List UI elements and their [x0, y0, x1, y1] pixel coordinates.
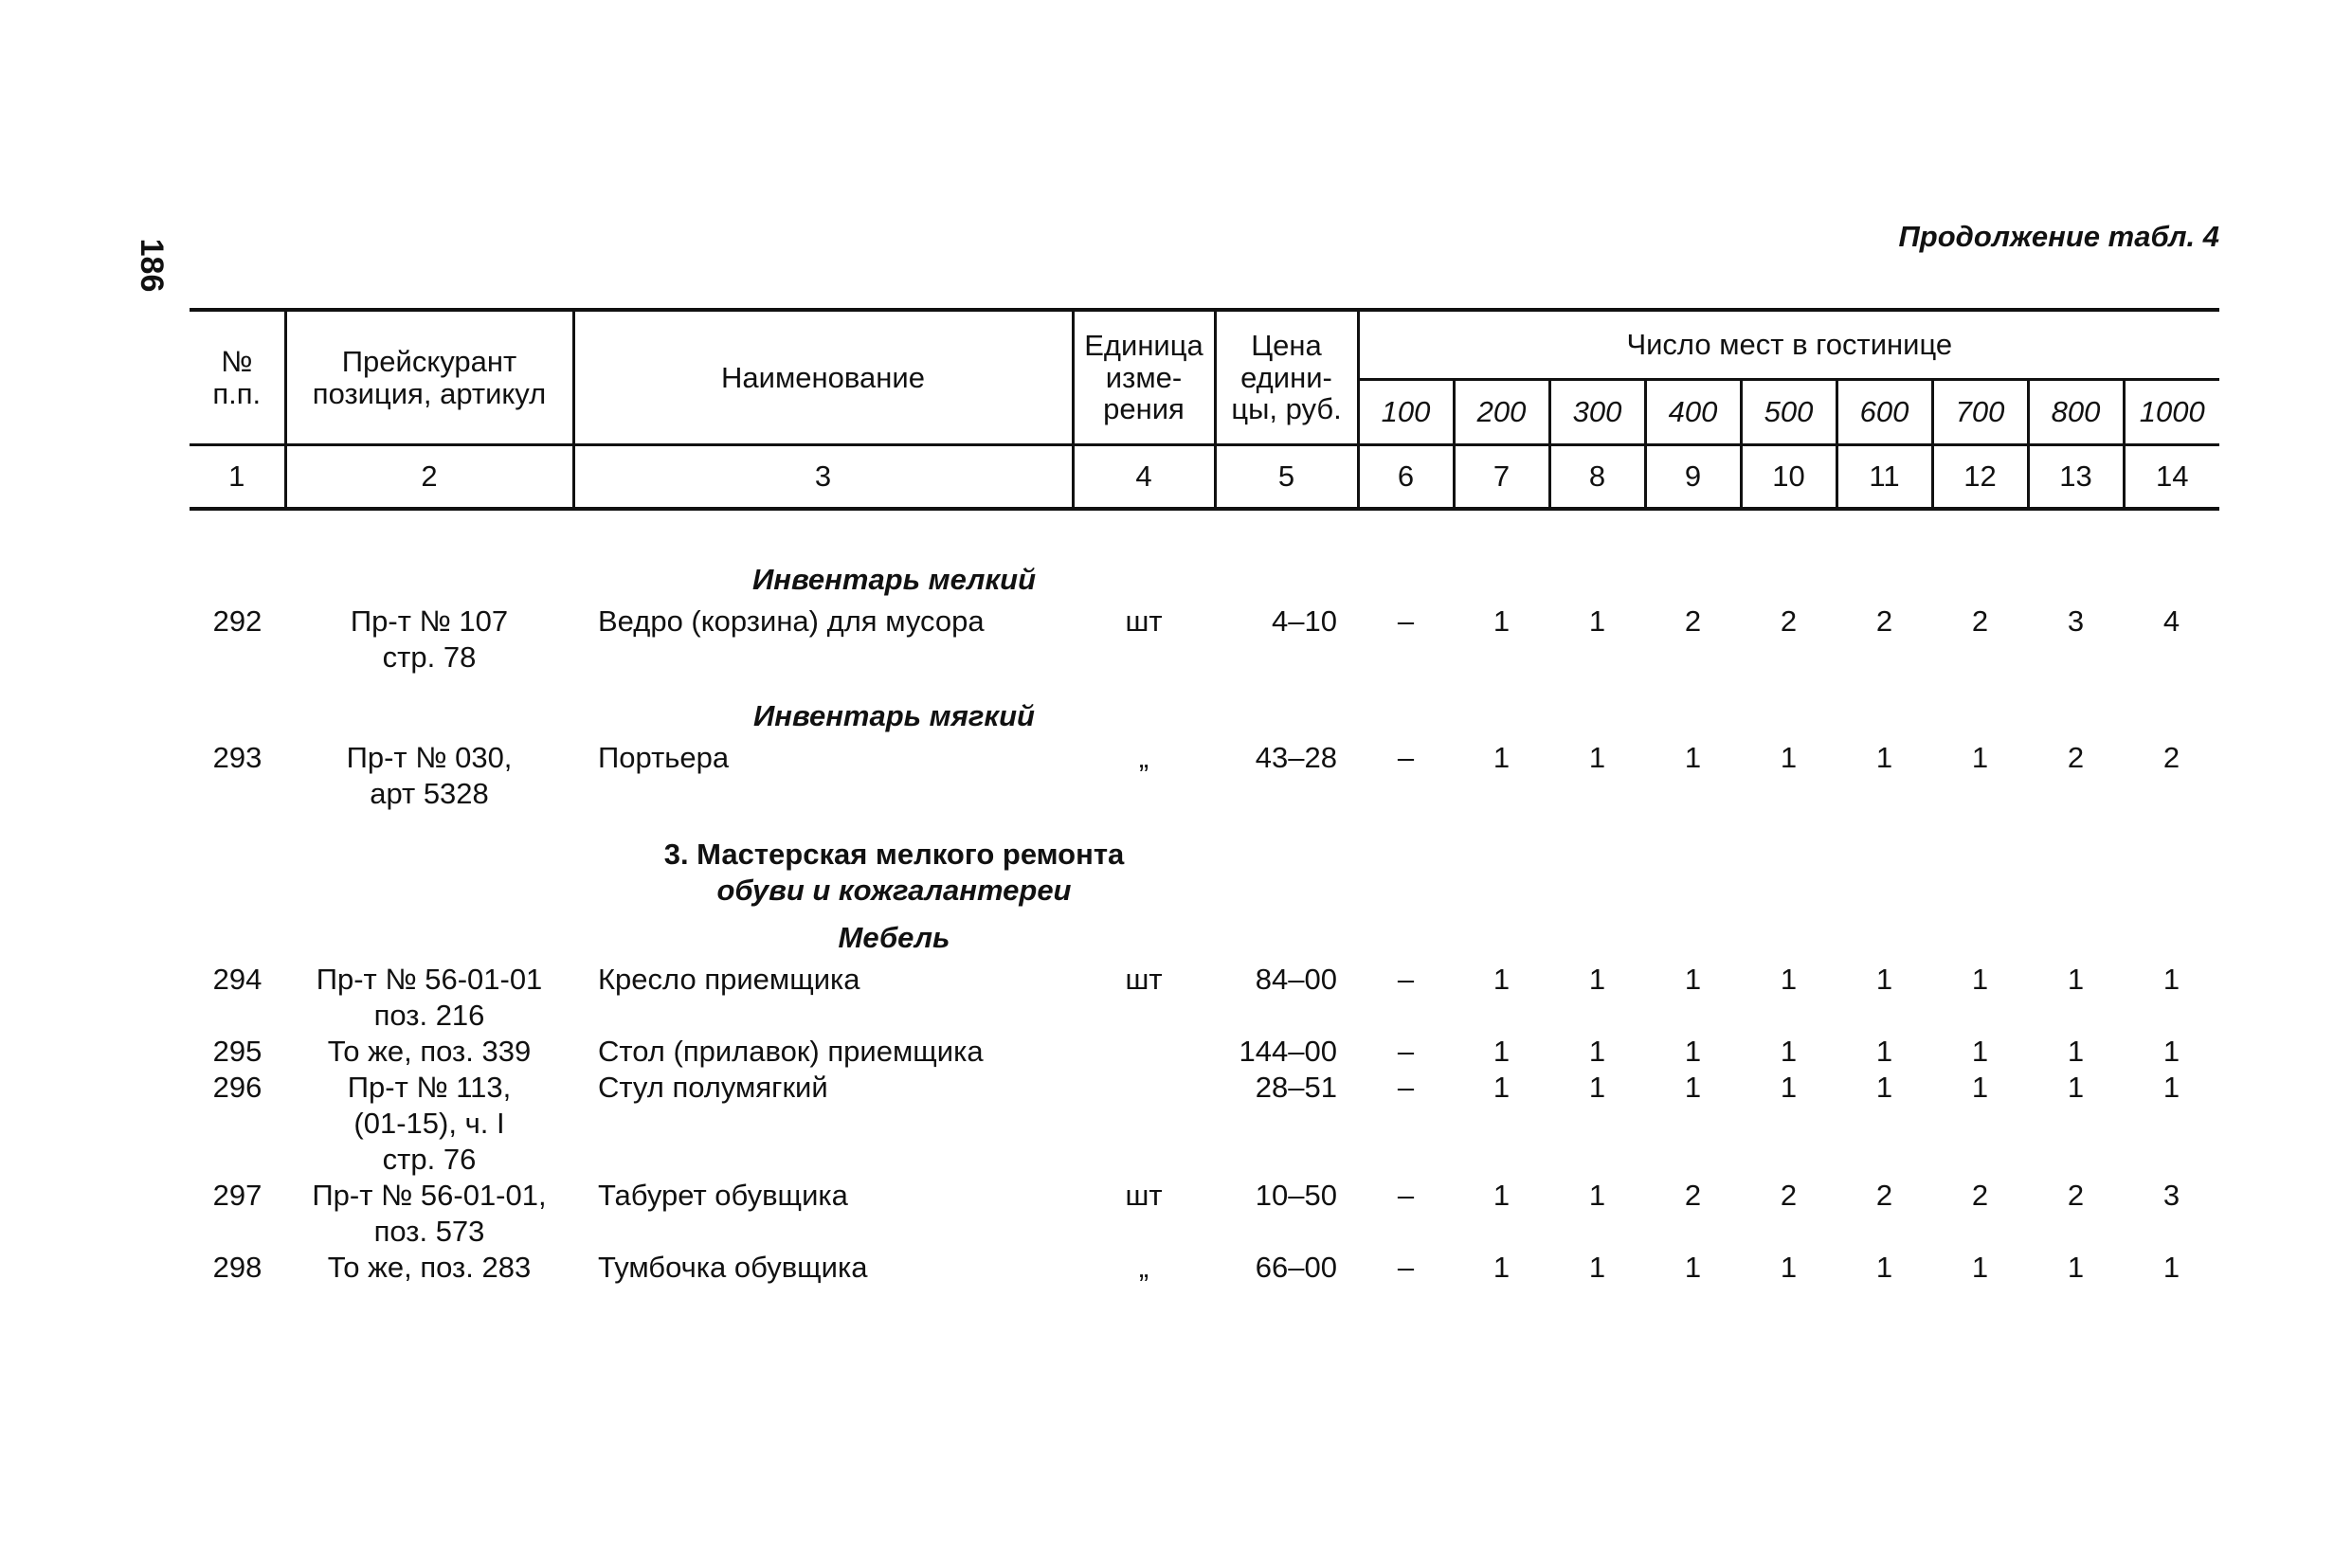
table-row: [190, 604, 2219, 676]
row-qty: 1: [1780, 741, 1798, 774]
table-row: [190, 740, 2219, 812]
row-qty: 1: [1493, 1071, 1511, 1104]
row-qty: 1: [1493, 1179, 1511, 1212]
row-qty: 1: [1971, 741, 1989, 774]
row-qty: 4: [2162, 604, 2180, 638]
row-qty: –: [1397, 1251, 1415, 1284]
row-qty: 1: [1588, 1179, 1606, 1212]
column-number: 4: [1073, 445, 1215, 510]
row-number: 294: [212, 963, 262, 996]
row-qty: 1: [1493, 1251, 1511, 1284]
row-qty: 1: [1588, 963, 1606, 996]
row-qty: 3: [2162, 1179, 2180, 1212]
row-item-name: Портьера: [598, 741, 730, 774]
table-body: [190, 509, 2219, 1286]
row-qty: 2: [1684, 1179, 1702, 1212]
row-unit: шт: [1125, 963, 1163, 996]
row-qty: 2: [2067, 741, 2085, 774]
row-qty: 2: [1875, 604, 1893, 638]
row-number: 297: [212, 1179, 262, 1212]
row-qty: 1: [1684, 963, 1702, 996]
table-row: [190, 1034, 2219, 1070]
row-qty: 1: [2162, 963, 2180, 996]
row-qty: 1: [2067, 963, 2085, 996]
row-qty: 1: [1875, 1251, 1893, 1284]
column-number: 13: [2028, 445, 2124, 510]
row-qty: 1: [1588, 1071, 1606, 1104]
row-qty: 1: [1971, 963, 1989, 996]
column-number: 3: [573, 445, 1073, 510]
row-unit-price: 28–51: [1255, 1071, 1337, 1104]
equipment-table: [190, 308, 2219, 1286]
row-qty: 1: [1971, 1035, 1989, 1068]
column-number: 6: [1358, 445, 1454, 510]
row-qty: 2: [1780, 604, 1798, 638]
row-qty: 2: [1875, 1179, 1893, 1212]
category-small-inventory: Инвентарь мелкий: [751, 563, 1037, 596]
table-header: [190, 310, 2219, 509]
header-capacity: 600: [1836, 380, 1932, 445]
header-capacity: 100: [1358, 380, 1454, 445]
row-qty: 2: [1684, 604, 1702, 638]
row-price-list-ref: Пр-т № 030, арт 5328: [346, 741, 513, 810]
row-qty: 1: [1493, 741, 1511, 774]
row-unit-price: 144–00: [1239, 1035, 1337, 1068]
column-number: 14: [2124, 445, 2219, 510]
table-row: [190, 1178, 2219, 1250]
page-number: 186: [134, 238, 171, 293]
column-number: 5: [1215, 445, 1358, 510]
row-qty: 1: [2067, 1251, 2085, 1284]
header-price-list: Прейскурант позиция, артикул: [285, 310, 573, 445]
row-item-name: Ведро (корзина) для мусора: [598, 604, 985, 638]
row-number: 295: [212, 1035, 262, 1068]
row-qty: –: [1397, 1071, 1415, 1104]
column-number: 9: [1645, 445, 1741, 510]
header-unit: Единица изме-рения: [1073, 310, 1215, 445]
row-qty: 1: [2067, 1035, 2085, 1068]
row-qty: 1: [1684, 1251, 1702, 1284]
column-number: 1: [190, 445, 285, 510]
row-unit-price: 84–00: [1255, 963, 1337, 996]
table-row: [190, 962, 2219, 1034]
row-qty: 1: [1971, 1251, 1989, 1284]
category-soft-inventory: Инвентарь мягкий: [752, 699, 1035, 732]
column-number-row: [190, 445, 2219, 510]
row-qty: 1: [1493, 963, 1511, 996]
row-qty: 2: [2067, 1179, 2085, 1212]
equipment-table-container: [190, 308, 2217, 1286]
row-number: 298: [212, 1251, 262, 1284]
row-price-list-ref: То же, поз. 339: [327, 1035, 532, 1068]
row-qty: 1: [1588, 741, 1606, 774]
row-price-list-ref: Пр-т № 107 стр. 78: [350, 604, 509, 674]
row-qty: 1: [1875, 1071, 1893, 1104]
row-qty: 1: [1684, 1071, 1702, 1104]
table-row: [190, 1250, 2219, 1286]
row-price-list-ref: Пр-т № 56-01-01, поз. 573: [312, 1179, 547, 1248]
row-price-list-ref: Пр-т № 56-01-01 поз. 216: [316, 963, 543, 1032]
table-continuation-title: Продолжение табл. 4: [1898, 220, 2219, 253]
row-price-list-ref: Пр-т № 113, (01-15), ч. I стр. 76: [347, 1071, 512, 1176]
row-qty: 1: [1971, 1071, 1989, 1104]
row-qty: 1: [1588, 1251, 1606, 1284]
row-unit: „: [1138, 1251, 1149, 1284]
row-qty: –: [1397, 963, 1415, 996]
row-unit: [1073, 1070, 1215, 1178]
row-qty: –: [1397, 1035, 1415, 1068]
header-capacity: 700: [1932, 380, 2028, 445]
header-capacity: 200: [1454, 380, 1549, 445]
row-item-name: Табурет обувщика: [598, 1179, 848, 1212]
header-number: № п.п.: [190, 310, 285, 445]
category-furniture: Мебель: [838, 921, 950, 954]
column-number: 2: [285, 445, 573, 510]
column-number: 12: [1932, 445, 2028, 510]
header-capacity: 800: [2028, 380, 2124, 445]
header-name: Наименование: [573, 310, 1073, 445]
row-number: 293: [212, 741, 262, 774]
row-qty: –: [1397, 741, 1415, 774]
row-item-name: Стол (прилавок) приемщика: [598, 1035, 984, 1068]
row-qty: 2: [1971, 604, 1989, 638]
header-capacity: 500: [1741, 380, 1836, 445]
row-qty: 1: [2067, 1071, 2085, 1104]
row-unit-price: 66–00: [1255, 1251, 1337, 1284]
row-qty: 1: [1780, 1035, 1798, 1068]
row-number: 296: [212, 1071, 262, 1104]
row-qty: 1: [1780, 963, 1798, 996]
row-qty: 1: [1875, 963, 1893, 996]
row-item-name: Стул полумягкий: [598, 1071, 828, 1104]
column-number: 10: [1741, 445, 1836, 510]
row-unit: шт: [1125, 1179, 1163, 1212]
row-unit: шт: [1125, 604, 1163, 638]
row-qty: 2: [2162, 741, 2180, 774]
column-number: 7: [1454, 445, 1549, 510]
section-3-heading: 3. Мастерская мелкого ремонта обуви и кожгалантереи: [663, 838, 1125, 907]
row-unit-price: 43–28: [1255, 741, 1337, 774]
row-qty: 1: [1875, 1035, 1893, 1068]
header-capacity: 300: [1549, 380, 1645, 445]
header-hotel-capacity-group: Число мест в гостинице: [1358, 310, 2219, 380]
header-unit-price: Цена едини-цы, руб.: [1215, 310, 1358, 445]
row-unit-price: 4–10: [1272, 604, 1337, 638]
row-qty: 1: [1493, 604, 1511, 638]
row-price-list-ref: То же, поз. 283: [327, 1251, 532, 1284]
row-qty: 2: [1780, 1179, 1798, 1212]
row-unit: [1073, 1034, 1215, 1070]
row-qty: 2: [1971, 1179, 1989, 1212]
row-qty: 1: [1684, 741, 1702, 774]
row-qty: 1: [2162, 1251, 2180, 1284]
row-qty: –: [1397, 604, 1415, 638]
column-number: 8: [1549, 445, 1645, 510]
row-qty: 1: [1588, 1035, 1606, 1068]
row-item-name: Кресло приемщика: [598, 963, 860, 996]
row-qty: 1: [1588, 604, 1606, 638]
table-row: [190, 1070, 2219, 1178]
row-qty: 3: [2067, 604, 2085, 638]
row-qty: 1: [1875, 741, 1893, 774]
row-qty: 1: [1493, 1035, 1511, 1068]
header-capacity: 1000: [2124, 380, 2219, 445]
row-qty: 1: [1780, 1251, 1798, 1284]
row-item-name: Тумбочка обувщика: [598, 1251, 868, 1284]
row-qty: 1: [2162, 1035, 2180, 1068]
header-capacity: 400: [1645, 380, 1741, 445]
row-qty: –: [1397, 1179, 1415, 1212]
row-qty: 1: [1780, 1071, 1798, 1104]
row-unit-price: 10–50: [1255, 1179, 1337, 1212]
row-qty: 1: [1684, 1035, 1702, 1068]
row-qty: 1: [2162, 1071, 2180, 1104]
column-number: 11: [1836, 445, 1932, 510]
row-unit: „: [1138, 741, 1149, 774]
row-number: 292: [212, 604, 262, 638]
